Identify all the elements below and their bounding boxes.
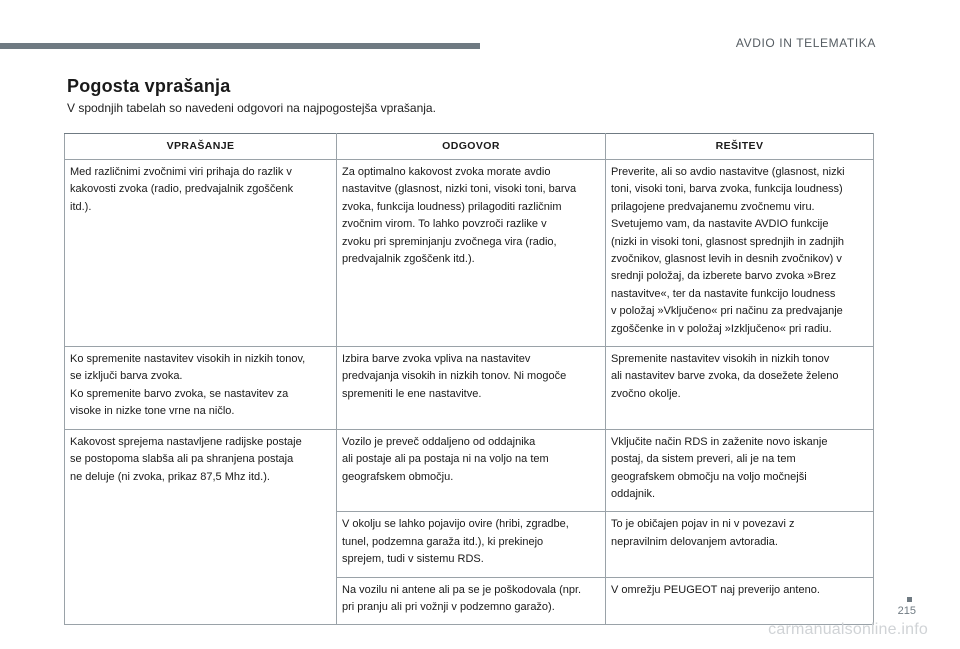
- text-line: zvoku pri spreminjanju zvočnega vira (radio,: [342, 235, 557, 248]
- solution-cell: [606, 429, 874, 512]
- question-cell: [65, 160, 337, 347]
- header-question: VPRAŠANJE: [65, 134, 337, 160]
- text-line: kakovosti zvoka (radio, predvajalnik zgoščenk: [70, 183, 294, 196]
- text-line: Vključite način RDS in zaženite novo iskanje: [611, 435, 828, 448]
- text-line: nastavitve (glasnost, nizki toni, visoki toni, barva: [342, 183, 577, 196]
- watermark: carmanualsonline.info: [768, 621, 928, 638]
- text-line: Preverite, ali so avdio nastavitve (glasnost, nizki: [611, 166, 845, 178]
- page-marker-square: [907, 597, 912, 602]
- text-line: itd.).: [70, 200, 92, 213]
- text-line: prilagojene predvajanemu zvočnemu viru.: [611, 200, 815, 213]
- solution-cell: [606, 512, 874, 577]
- text-line: Za optimalno kakovost zvoka morate avdio: [342, 166, 551, 178]
- text-line: V okolju se lahko pojavijo ovire (hribi, zgradbe,: [342, 518, 569, 531]
- text-line: geografskem območju.: [342, 470, 454, 483]
- text-line: V omrežju PEUGEOT naj preverijo anteno.: [611, 583, 820, 596]
- faq-table: [64, 133, 874, 625]
- text-line: srednji položaj, da izberete barvo zvoka »Brez: [611, 270, 837, 283]
- text-line: Ko spremenite barvo zvoka, se nastavitev za: [70, 387, 289, 400]
- text-line: postaj, da sistem preveri, ali je na tem: [611, 453, 796, 466]
- text-line: ali nastavitev barve zvoka, da dosežete želeno: [611, 370, 839, 383]
- text-line: ali postaje ali pa postaja ni na voljo na tem: [342, 453, 549, 466]
- text-line: predvajanja visokih in nizkih tonov. Ni mogoče: [342, 370, 567, 383]
- table-row: [65, 429, 874, 512]
- solution-cell: [606, 577, 874, 625]
- answer-cell: [337, 577, 606, 625]
- text-line: Spremenite nastavitev visokih in nizkih tonov: [611, 353, 830, 366]
- text-line: Ko spremenite nastavitev visokih in nizkih tonov,: [70, 353, 306, 366]
- text-line: tunel, podzemna garaža itd.), ki prekinejo: [342, 535, 544, 548]
- question-cell: [65, 429, 337, 625]
- answer-cell: [337, 347, 606, 430]
- text-line: spremeniti le ene nastavitve.: [342, 387, 482, 400]
- answer-cell: [337, 160, 606, 347]
- text-line: Vozilo je preveč oddaljeno od oddajnika: [342, 435, 536, 448]
- text-line: (nizki in visoki toni, glasnost sprednjih in zadnjih: [611, 235, 844, 248]
- solution-cell: [606, 160, 874, 347]
- answer-cell: [337, 512, 606, 577]
- answer-cell: [337, 429, 606, 512]
- intro-text: V spodnjih tabelah so navedeni odgovori na najpogostejša vprašanja.: [67, 101, 436, 115]
- text-line: zgoščenke in v položaj »Izključeno« pri radiu.: [611, 322, 832, 335]
- table-header-row: [65, 134, 874, 160]
- header-accent-bar: [0, 43, 480, 49]
- text-line: v položaj »Vključeno« pri načinu za predvajanje: [611, 305, 843, 318]
- text-line: pri pranju ali pri vožnji v podzemno garažo).: [342, 600, 555, 613]
- text-line: nastavitve«, ter da nastavite funkcijo loudness: [611, 287, 836, 300]
- text-line: se izključi barva zvoka.: [70, 370, 183, 383]
- text-line: zvočnikov, glasnost levih in desnih zvočnikov) v: [611, 253, 842, 266]
- text-line: predvajalnik zgoščenk itd.).: [342, 253, 475, 266]
- text-line: Izbira barve zvoka vpliva na nastavitev: [342, 353, 531, 366]
- text-line: toni, visoki toni, barva zvoka, funkcija loudness): [611, 183, 843, 196]
- table-row: [65, 160, 874, 347]
- text-line: Kakovost sprejema nastavljene radijske postaje: [70, 435, 302, 448]
- text-line: zvočno okolje.: [611, 387, 681, 400]
- text-line: zvoka, funkcija loudness) prilagoditi različnim: [342, 200, 562, 213]
- header-answer: ODGOVOR: [337, 134, 606, 160]
- question-cell: [65, 347, 337, 430]
- page-number: 215: [897, 605, 916, 617]
- text-line: geografskem območju na voljo močnejši: [611, 470, 807, 483]
- solution-cell: [606, 347, 874, 430]
- header-solution: REŠITEV: [606, 134, 874, 160]
- text-line: sprejem, tudi v sistemu RDS.: [342, 553, 484, 566]
- page-title: Pogosta vprašanja: [67, 76, 231, 96]
- text-line: Svetujemo vam, da nastavite AVDIO funkcije: [611, 218, 829, 231]
- text-line: To je običajen pojav in ni v povezavi z: [611, 518, 795, 531]
- text-line: ne deluje (ni zvoka, prikaz 87,5 Mhz itd.).: [70, 470, 270, 483]
- text-line: zvočnim virom. To lahko povzroči razlike v: [342, 218, 547, 231]
- text-line: se postopoma slabša ali pa shranjena postaja: [70, 453, 294, 466]
- table-row: [65, 347, 874, 430]
- text-line: Na vozilu ni antene ali pa se je poškodovala (npr.: [342, 583, 582, 596]
- text-line: Med različnimi zvočnimi viri prihaja do razlik v: [70, 166, 292, 178]
- text-line: nepravilnim delovanjem avtoradia.: [611, 535, 778, 548]
- text-line: oddajnik.: [611, 487, 656, 500]
- section-title: AVDIO IN TELEMATIKA: [735, 36, 876, 50]
- text-line: visoke in nizke tone vrne na ničlo.: [70, 405, 235, 418]
